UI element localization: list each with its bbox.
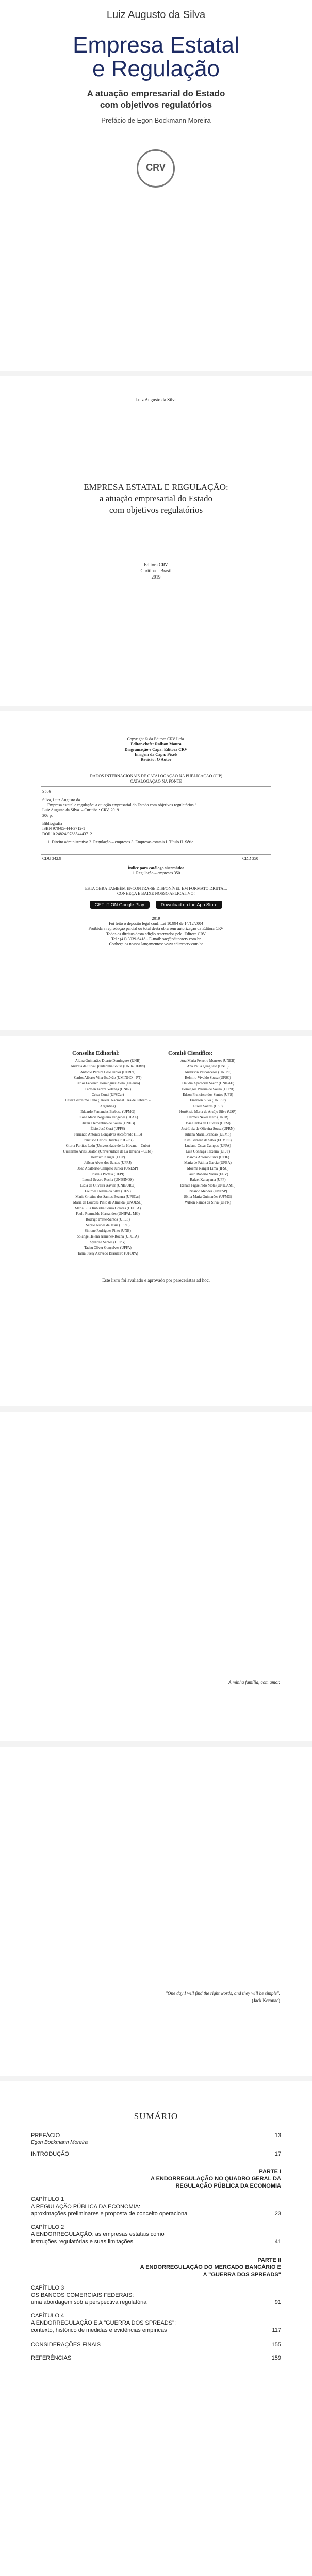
cip-isbn: ISBN 978-85-444-3712-1: [42, 826, 85, 831]
toc-entry-ch4[interactable]: [31, 2327, 281, 2334]
scientific-member: José Carlos de Oliveira (UEM): [185, 1121, 231, 1125]
toc-refs-label: REFERÊNCIAS: [31, 2355, 72, 2361]
editorial-member: Jailson Alves dos Santos (UFRJ): [84, 1161, 132, 1165]
toc-entry-intro[interactable]: [31, 2150, 281, 2158]
index-title: Índice para catálogo sistemático: [127, 866, 185, 870]
copyright-page: [0, 711, 312, 1030]
editorial-member: Sydione Santos (UEPG): [90, 1240, 126, 1244]
toc-ch1-page: 23: [274, 2211, 281, 2217]
cip-subtitle: CATALOGAÇÃO NA FONTE: [130, 779, 182, 784]
editorial-member: Carlos Alberto Vilar Estêvão (UMINHO – PT): [74, 1076, 142, 1080]
toc-ch2-page: 41: [274, 2239, 281, 2245]
toc-entry-final[interactable]: [31, 2341, 281, 2348]
dedication-text: A minha família, com amor.: [228, 1680, 280, 1685]
copyright-credits: [0, 737, 312, 762]
editorial-member: Eduardo Fernandes Barbosa (UFMG): [80, 1110, 135, 1114]
toc-part1-label: PARTE I: [259, 2168, 281, 2175]
editorial-member: Francisco Carlos Duarte (PUC-PR): [82, 1138, 134, 1142]
cover-title-line2: e Regulação: [92, 56, 220, 81]
copyright-line: Copyright © da Editora CRV Ltda.: [127, 737, 185, 741]
cip-subjects: 1. Direito administrativo 2. Regulação – empresas 3. Empresas estatais I. Título II. Série.: [47, 840, 194, 844]
scientific-member: Luiz Gonzaga Teixeira (UFJF): [186, 1149, 230, 1154]
scientific-member: Hortênsia Maria de Araújo Silva (USP): [179, 1110, 237, 1114]
store-badges: [0, 900, 312, 909]
editorial-member: Sérgio Nunes de Jesus (IFRO): [86, 1223, 130, 1227]
cip-top-rule: [41, 786, 271, 787]
editorial-member: Maria Cristina dos Santos Bezerra (UFSCar): [75, 1195, 140, 1199]
editorial-member: Lourdes Helena da Silva (UFV): [85, 1189, 131, 1193]
app-store-badge[interactable]: Download on the App Store: [156, 901, 223, 909]
toc-part2-title-2: A "GUERRA DOS SPREADS": [203, 2272, 281, 2278]
cover-author: Luiz Augusto da Silva: [106, 9, 206, 21]
toc-entry-ch2[interactable]: [31, 2238, 281, 2245]
scientific-member: Anderson Vasconcelos (UNIPE): [184, 1070, 232, 1074]
council-title-scientific: Comitê Científico:: [168, 1050, 213, 1056]
seal-logo-text: CRV: [146, 162, 166, 173]
scientific-member: Kim Bernard da Silva (FUMEC): [184, 1138, 232, 1142]
toc-part1-title-1: A ENDORREGULAÇÃO NO QUADRO GERAL DA: [150, 2176, 281, 2182]
cip-pages: 306 p.: [42, 813, 53, 818]
editorial-member: Élsio José Corá (UFFS): [90, 1127, 125, 1131]
council-page: [0, 1036, 312, 1406]
toc-ch3-label: CAPÍTULO 3: [31, 2285, 64, 2291]
index-item: 1. Regulação – empresas 350: [132, 871, 180, 875]
editorial-member: João Adalberto Campato Junior (UNESP): [77, 1166, 138, 1171]
editorial-member: Antônio Pereira Gaio Júnior (UFRRJ): [80, 1070, 136, 1074]
toc-title: SUMÁRIO: [134, 2111, 178, 2121]
epigraph-page: [0, 1747, 312, 2076]
revision-line: Revisão: O Autor: [140, 757, 172, 762]
toc-entry-refs[interactable]: [31, 2354, 281, 2362]
scientific-member: Ana Paula Quagliato (UNIP): [187, 1064, 229, 1069]
scientific-member: Sônia Maria Guimarães (UFMG): [184, 1195, 232, 1199]
epigraph-quote: "One day I will find the right words, and they will be simple".: [166, 1991, 280, 1996]
toc-ch2-label: CAPÍTULO 2: [31, 2224, 64, 2230]
scientific-member: Edson Francisco dos Santos (UFS): [183, 1093, 233, 1097]
legal-deposit: Foi feito o depósito legal conf. Lei 10.994 de 14/12/2004: [109, 921, 203, 926]
council-title-editorial: Conselho Editorial:: [72, 1050, 120, 1056]
legal-rights: Todos os direitos desta edição reservados pela: Editora CRV: [106, 931, 206, 936]
editorial-member: Celso Conti (UFSCar): [91, 1093, 124, 1097]
scientific-member: Belmiro Vivaldo Sousa (UFSC): [185, 1076, 231, 1080]
toc-preface-label: PREFÁCIO: [31, 2132, 60, 2139]
toc-entry-ch3[interactable]: [31, 2299, 281, 2306]
scientific-member: Wilson Ramos da Silva (UFPR): [185, 1200, 231, 1205]
toc-entry-preface[interactable]: [31, 2132, 281, 2139]
toc-part2-label: PARTE II: [257, 2257, 281, 2263]
toc-ch4-sub: contexto, histórico de medidas e evidências empíricas: [31, 2327, 167, 2333]
editorial-member: Tadeu Oliver Gonçalves (UFPA): [84, 1246, 132, 1250]
toc-ch1-sub: aproximações preliminares e proposta de conceito operacional: [31, 2211, 189, 2217]
scientific-member: Gisele Soares (USP): [193, 1104, 223, 1108]
cover-subtitle-line2: com objetivos regulatórios: [100, 100, 212, 110]
cover-preface: Prefácio de Egon Bockmann Moreira: [101, 116, 211, 124]
scientific-member: Ana Maria Ferreira Menezes (UNEB): [180, 1059, 236, 1063]
half-title-page: [0, 376, 312, 706]
toc-ch4-label: CAPÍTULO 4: [31, 2313, 64, 2319]
cip-body: [42, 789, 269, 845]
legal-contact: Tel.: (41) 3039-6418 - E-mail: sac@editoracrv.com.br: [111, 937, 201, 941]
layout-line: Diagramação e Capa: Editora CRV: [124, 747, 188, 752]
editorial-list: [61, 1058, 155, 1257]
toc-ch2-title: A ENDORREGULAÇÃO: as empresas estatais como: [31, 2231, 165, 2238]
cip-author: Silva, Luiz Augusto da.: [42, 798, 81, 802]
cip-bibliography: Bibliografia: [42, 821, 62, 826]
ebook-notice-2: CONHEÇA E BAIXE NOSSO APLICATIVO!: [117, 891, 195, 896]
editorial-member: Simone Rodrigues Pinto (UNB): [85, 1229, 131, 1233]
google-play-badge[interactable]: GET IT ON Google Play: [90, 901, 150, 909]
toc-final-page: 155: [271, 2342, 281, 2348]
toc-ch1-title: A REGULAÇÃO PÚBLICA DA ECONOMIA:: [31, 2204, 141, 2210]
editorial-member: Carlos Federico Dominguez Avila (Unieuro): [75, 1081, 140, 1086]
toc-part1-title-2: REGULAÇÃO PÚBLICA DA ECONOMIA: [175, 2183, 281, 2189]
scientific-list: [161, 1058, 255, 1206]
scientific-member: José Luiz de Oliveira Sousa (UFRN): [181, 1127, 235, 1131]
toc-ch2-sub: instruções regulatórias e suas limitações: [31, 2239, 134, 2245]
scientific-member: Rafael Kanayama (UFF): [190, 1178, 226, 1182]
half-title-title: EMPRESA ESTATAL E REGULAÇÃO:: [84, 482, 228, 492]
half-title-subtitle-2: com objetivos regulatórios: [109, 505, 203, 515]
editorial-member: Paulo Romualdo Hernandes (UNIFAL-MG): [76, 1212, 140, 1216]
toc-intro-page: 17: [274, 2151, 281, 2157]
editorial-member: Cesar Gerónimo Tello (Univer .Nacional Três de Febrero – Argentina): [65, 1098, 151, 1108]
cip-imprint: Luiz Augusto da Silva. – Curitiba : CRV, 2019.: [42, 808, 120, 812]
toc-ch3-sub: uma abordagem sob a perspectiva regulatória: [31, 2299, 147, 2306]
half-title-subtitle-1: a atuação empresarial do Estado: [99, 494, 212, 503]
legal-block: [0, 916, 312, 947]
toc-entry-ch1[interactable]: [31, 2210, 281, 2217]
half-title-publisher: Editora CRV: [144, 562, 168, 567]
epigraph-author: (Jack Kerouac): [252, 1998, 280, 2003]
dedication-page: [0, 1412, 312, 1741]
scientific-member: Moema Rangel Lima (IFSC): [187, 1166, 229, 1171]
toc-final-label: CONSIDERAÇÕES FINAIS: [31, 2342, 101, 2348]
half-title-year: 2019: [151, 574, 161, 580]
editorial-member: Solange Helena Ximenes-Rocha (UFOPA): [77, 1234, 139, 1239]
scientific-member: Hermes Neves Neto (UNIR): [187, 1115, 228, 1120]
cover-image-line: Imagem da Capa: Pixels: [134, 752, 178, 757]
cdu-code: CDU 342.9: [42, 856, 61, 861]
editor-line: Editor-chefe: Railson Moura: [130, 742, 182, 747]
toc-part2-title-1: A ENDORREGULAÇÃO DO MERCADO BANCÁRIO E: [140, 2264, 281, 2270]
toc-preface-sub: Egon Bockmann Moreira: [31, 2140, 88, 2145]
scientific-member: Renata Figueiredo Mota (UNICAMP): [180, 1183, 236, 1188]
scientific-member: Domingos Pereira de Souza (UFPB): [182, 1087, 234, 1091]
cdd-code: CDD 350: [242, 856, 258, 861]
editorial-member: Maria Lília Imbiriba Sousa Colares (UFOPA): [75, 1206, 141, 1210]
editorial-member: Leonel Severo Rocha (UNISINOS): [82, 1178, 134, 1182]
toc-ch4-page: 117: [272, 2327, 281, 2333]
toc-intro-label: INTRODUÇÃO: [31, 2151, 69, 2157]
scientific-member: Marcos Antonio Silva (UFJF): [186, 1155, 229, 1159]
scientific-member: Luciano Oscar Campos (UFPA): [185, 1144, 231, 1148]
cip-title-entry: Empresa estatal e regulação: a atuação empresarial do Estado com objetivos regulatórios /: [47, 803, 196, 807]
editorial-member: Josania Portela (UFPI): [91, 1172, 124, 1176]
editorial-member: Aldira Guimarães Duarte Domínguez (UNB): [75, 1059, 141, 1063]
scientific-member: Emerson Silva (UNESP): [190, 1098, 226, 1103]
toc-preface-page: 13: [274, 2132, 281, 2139]
half-title-author: Luiz Augusto da Silva: [135, 397, 177, 402]
toc-ch1-label: CAPÍTULO 1: [31, 2196, 64, 2202]
editorial-member: Gloria Fariñas León (Universidade de La Havana – Cuba): [65, 1144, 150, 1148]
half-title-city: Curitiba – Brasil: [140, 568, 172, 573]
scientific-member: Juliana Maria Brandão (UEMS): [185, 1132, 231, 1137]
cover-title-line1: Empresa Estatal: [73, 32, 239, 58]
scientific-member: Ricardo Mendes (UNESP): [188, 1189, 227, 1193]
scientific-member: Maria de Fátima Garcia (UFBA): [184, 1161, 232, 1165]
legal-website: Conheça os nossos lançamentos: www.editoracrv.com.br: [109, 942, 203, 946]
toc-refs-page: 159: [271, 2355, 281, 2361]
cip-code: S586: [42, 789, 51, 794]
toc-ch3-page: 91: [274, 2299, 281, 2306]
publisher-seal-icon: [137, 149, 175, 188]
ebook-notice-1: ESTA OBRA TAMBÉM ENCONTRA-SE DISPONÍVEL EM FORMATO DIGITAL.: [85, 886, 227, 891]
toc-ch4-title: A ENDORREGULAÇÃO E A "GUERRA DOS SPREADS":: [31, 2320, 176, 2326]
legal-prohibition: Proibida a reprodução parcial ou total desta obra sem autorização da Editora CRV: [88, 926, 224, 931]
editorial-member: Andréia da Silva Quintanilha Sousa (UNIR/UFRN): [70, 1064, 145, 1069]
cip-bottom-rule: [41, 854, 271, 855]
cip-title: DADOS INTERNACIONAIS DE CATALOGAÇÃO NA PUBLICAÇÃO (CIP): [89, 774, 223, 778]
cover-page: [0, 0, 312, 371]
scientific-member: Cláudia Aparecida Saenz (UNIFAE): [182, 1081, 234, 1086]
editorial-member: Guillermo Arias Beatón (Universidade de La Havana – Cuba): [63, 1149, 153, 1154]
cover-subtitle-line1: A atuação empresarial do Estado: [87, 89, 225, 98]
council-note: Este livro foi avaliado e aprovado por pareceristas ad hoc.: [102, 1278, 210, 1283]
editorial-member: Lídia de Oliveira Xavier (UNIEURO): [80, 1183, 136, 1188]
scientific-member: Paulo Roberto Vieira (FGV): [187, 1172, 228, 1176]
legal-year: 2019: [152, 916, 160, 921]
editorial-member: Rodrigo Pratte-Santos (UFES): [86, 1217, 130, 1222]
editorial-member: Elizeu Clementino de Souza (UNEB): [80, 1121, 135, 1125]
editorial-member: Elione Maria Nogueira Diogenes (UFAL): [77, 1115, 138, 1120]
toc-page: [0, 2081, 312, 2576]
cip-doi: DOI 10.24824/978854443712.1: [42, 832, 95, 836]
editorial-member: Helmuth Krüger (UCP): [90, 1155, 125, 1159]
editorial-member: Maria de Lourdes Pinto de Almeida (UNOESC): [73, 1200, 143, 1205]
editorial-member: Tania Suely Azevedo Brasileiro (UFOPA): [77, 1251, 138, 1256]
editorial-member: Carmen Tereza Velanga (UNIR): [84, 1087, 132, 1091]
toc-ch3-title: OS BANCOS COMERCIAIS FEDERAIS:: [31, 2292, 134, 2298]
editorial-member: Fernando Antônio Gonçalves Alcoforado (IPB): [73, 1132, 142, 1137]
